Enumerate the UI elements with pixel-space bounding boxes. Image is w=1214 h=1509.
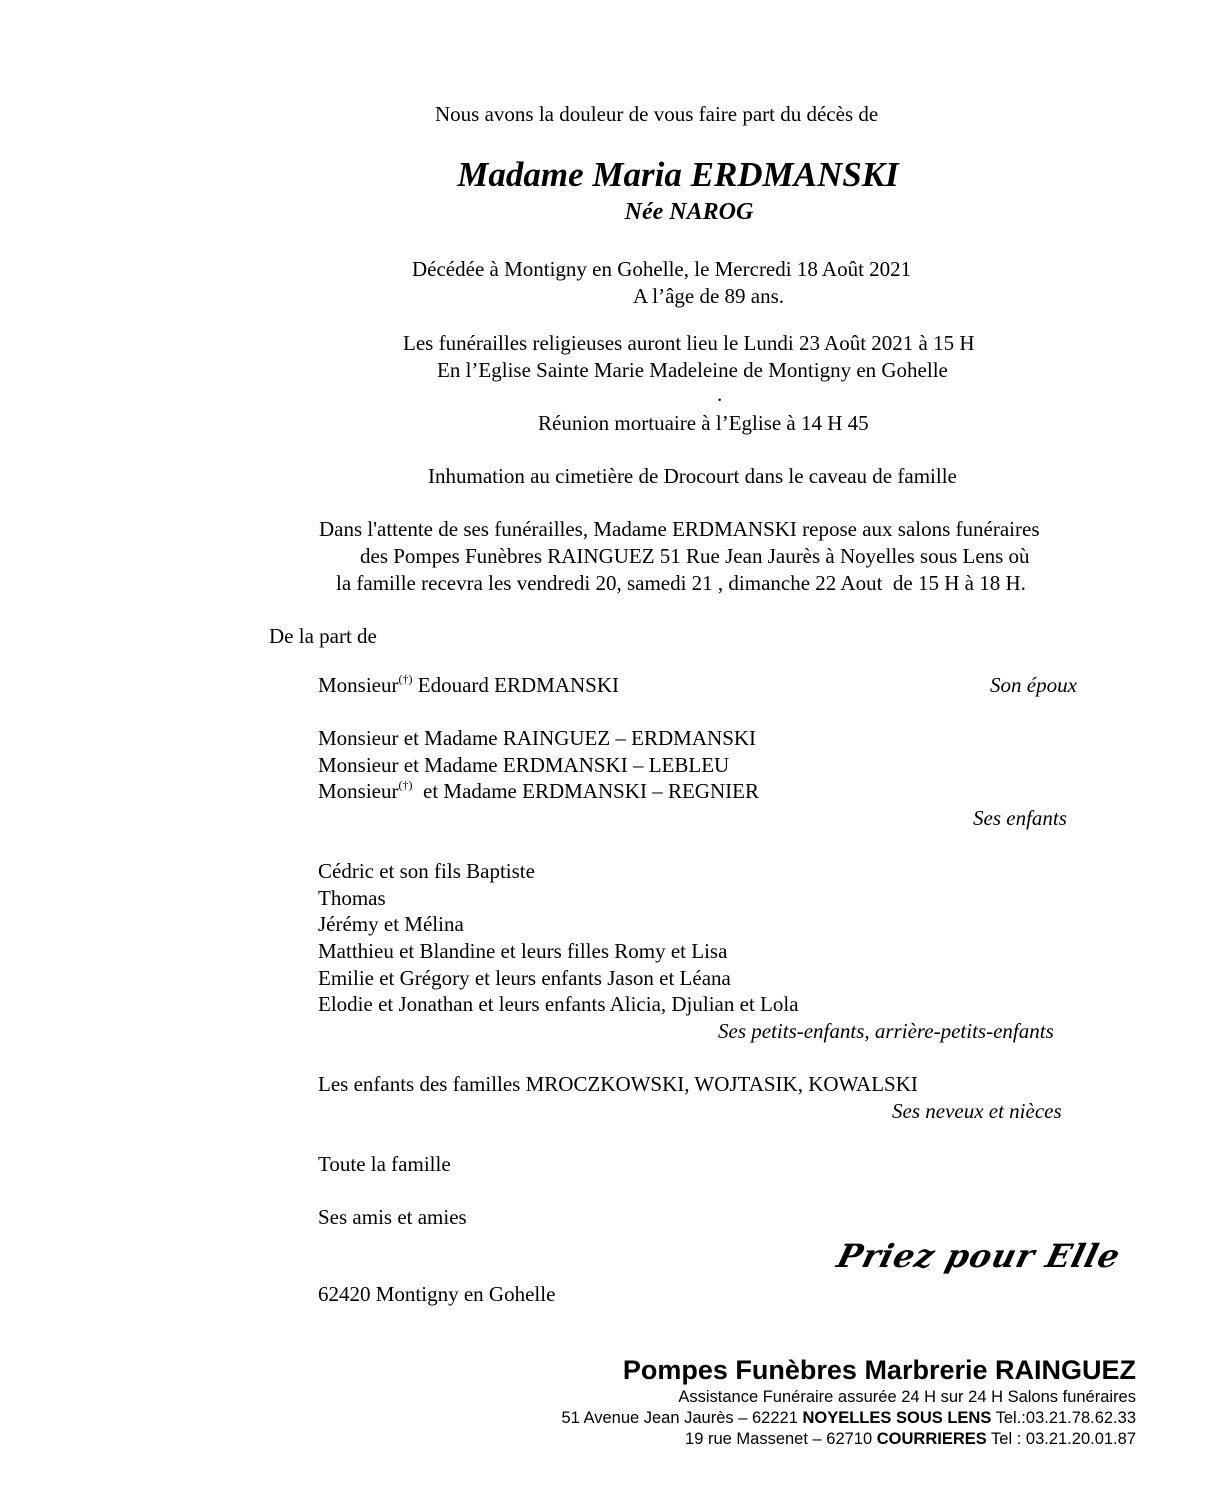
footer-line-2-address: 51 Avenue Jean Jaurès – 62221: [561, 1409, 803, 1427]
footer-line-3-phone: Tel : 03.21.20.01.87: [986, 1430, 1136, 1448]
deceased-dagger-mark: (†): [398, 778, 413, 792]
children-line-1: Monsieur et Madame RAINGUEZ – ERDMANSKI: [318, 726, 757, 750]
meeting-line: Réunion mortuaire à l’Eglise à 14 H 45: [538, 411, 869, 435]
grandchildren-line: Thomas: [318, 886, 386, 910]
footer-line-2-city: NOYELLES SOUS LENS: [802, 1409, 992, 1427]
footer-line-2: [561, 1410, 1136, 1427]
children-relation: Ses enfants: [973, 806, 1067, 830]
footer-line-2-phone: Tel.:03.21.78.62.33: [991, 1409, 1136, 1427]
spouse-prefix: Monsieur: [318, 673, 399, 697]
rest-line-2: des Pompes Funèbres RAINGUEZ 51 Rue Jean Jaurès à Noyelles sous Lens où: [360, 544, 1030, 568]
all-family-line: Toute la famille: [318, 1152, 451, 1176]
footer-line-1: Assistance Funéraire assurée 24 H sur 24 H Salons funéraires: [678, 1388, 1136, 1406]
grandchildren-line: Jérémy et Mélina: [318, 912, 464, 936]
footer-line-3-city: COURRIERES: [876, 1430, 987, 1448]
rest-line-1: Dans l'attente de ses funérailles, Madame ERDMANSKI repose aux salons funéraires: [319, 517, 1040, 541]
footer-line-3-address: 19 rue Massenet – 62710: [685, 1430, 877, 1448]
grandchildren-line: Cédric et son fils Baptiste: [318, 859, 535, 883]
rest-line-3: la famille recevra les vendredi 20, samedi 21 , dimanche 22 Aout de 15 H à 18 H.: [336, 571, 1026, 595]
funeral-date-line: Les funérailles religieuses auront lieu le Lundi 23 Août 2021 à 15 H: [403, 331, 975, 355]
footer-company-name: Pompes Funèbres Marbrerie RAINGUEZ: [622, 1355, 1136, 1385]
burial-line: Inhumation au cimetière de Drocourt dans le caveau de famille: [428, 464, 957, 488]
intro-line: Nous avons la douleur de vous faire part du décès de: [435, 102, 879, 126]
maiden-name: Née NAROG: [624, 199, 754, 225]
nephews-line: Les enfants des familles MROCZKOWSKI, WOJTASIK, KOWALSKI: [318, 1072, 918, 1096]
church-line: En l’Eglise Sainte Marie Madeleine de Montigny en Gohelle: [437, 358, 948, 382]
deceased-dagger-mark: (†): [398, 672, 413, 686]
children-line-3: [318, 778, 759, 803]
from-label: De la part de: [269, 624, 377, 648]
grandchildren-line: Elodie et Jonathan et leurs enfants Alicia, Djulian et Lola: [318, 992, 799, 1016]
spouse-line: [318, 672, 619, 697]
grandchildren-line: Emilie et Grégory et leurs enfants Jason et Léana: [318, 966, 731, 990]
children-line-3-prefix: Monsieur: [318, 779, 399, 803]
nephews-relation: Ses neveux et nièces: [892, 1099, 1062, 1123]
footer-line-3: [685, 1431, 1136, 1448]
spouse-relation: Son époux: [990, 673, 1077, 697]
age-line: A l’âge de 89 ans.: [633, 284, 785, 308]
separator-dot: .: [717, 382, 723, 406]
spouse-name: Edouard ERDMANSKI: [412, 673, 619, 697]
prayer-text: Priez pour Elle: [833, 1237, 1125, 1275]
grandchildren-line: Matthieu et Blandine et leurs filles Romy et Lisa: [318, 939, 728, 963]
friends-line: Ses amis et amies: [318, 1205, 467, 1229]
children-line-2: Monsieur et Madame ERDMANSKI – LEBLEU: [318, 753, 730, 777]
grandchildren-relation: Ses petits-enfants, arrière-petits-enfants: [718, 1019, 1054, 1043]
death-date-line: Décédée à Montigny en Gohelle, le Mercredi 18 Août 2021: [412, 257, 912, 281]
address-line: 62420 Montigny en Gohelle: [318, 1282, 556, 1306]
deceased-name: Madame Maria ERDMANSKI: [457, 155, 899, 194]
children-line-3-rest: et Madame ERDMANSKI – REGNIER: [412, 779, 759, 803]
